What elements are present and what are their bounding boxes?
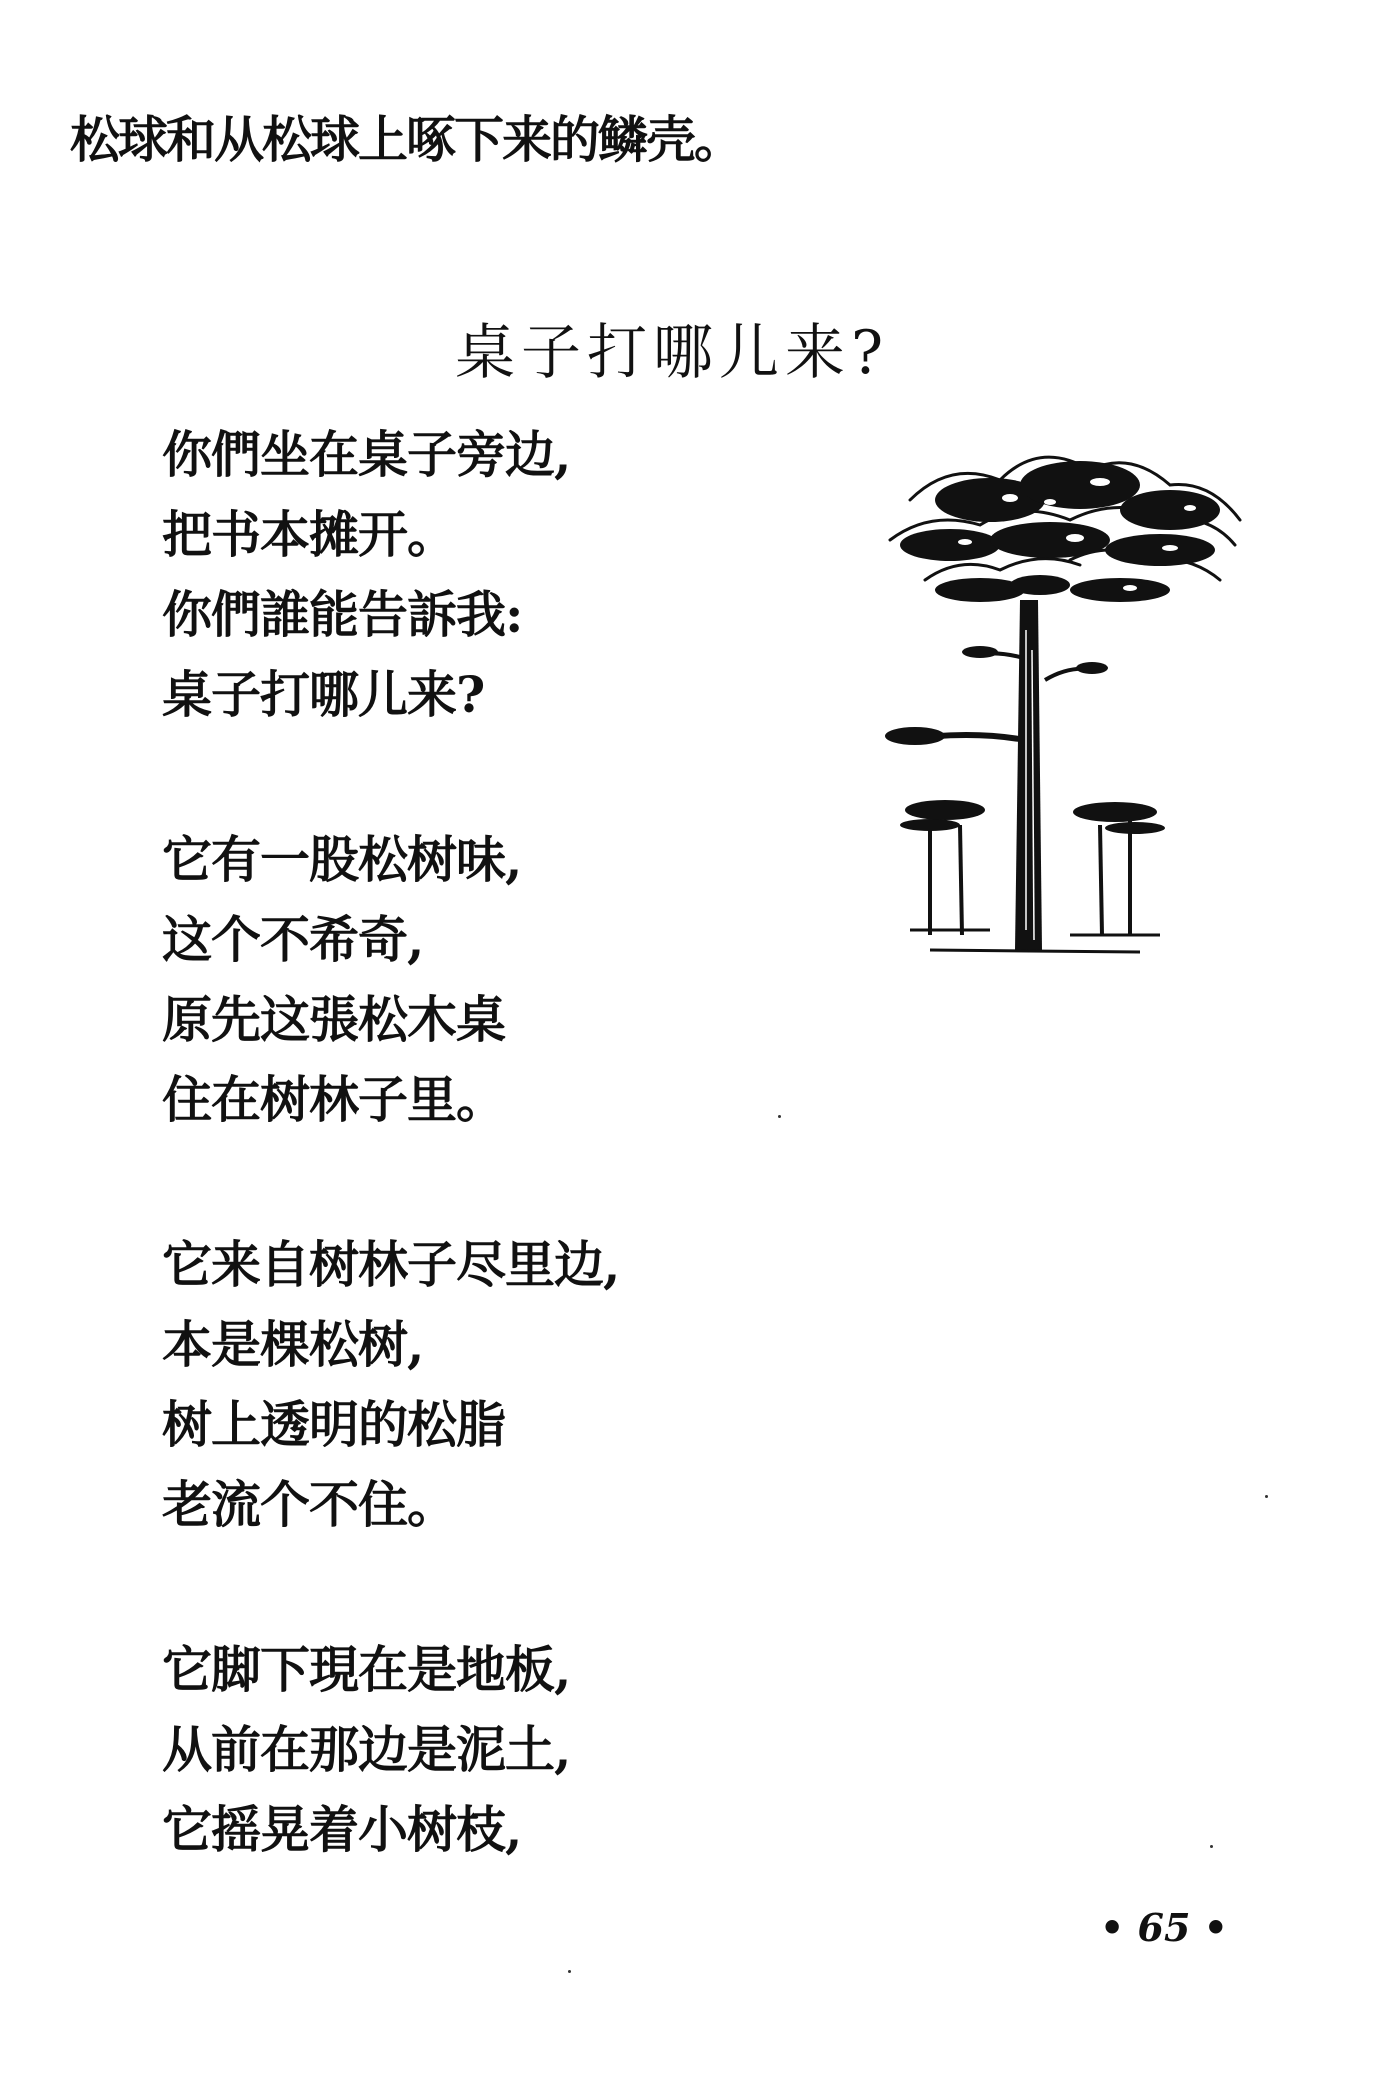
poem-line: 把书本摊开。 bbox=[162, 505, 456, 564]
poem-line: 你們誰能告訴我: bbox=[162, 585, 523, 644]
poem-line: 它有一股松树味, bbox=[162, 830, 522, 889]
scan-speck bbox=[1265, 1495, 1268, 1498]
poem-line: 本是棵松树, bbox=[162, 1315, 424, 1374]
poem-line: 桌子打哪儿来? bbox=[162, 665, 485, 724]
poem-line: 它来自树林子尽里边, bbox=[162, 1235, 620, 1294]
stanza bbox=[162, 415, 570, 735]
tree-foliage bbox=[900, 461, 1220, 602]
poem-line: 从前在那边是泥土, bbox=[162, 1720, 571, 1779]
scan-speck bbox=[568, 1970, 571, 1973]
continued-text-line: 松球和从松球上啄下来的鳞壳。 bbox=[70, 110, 742, 169]
poem-line: 树上透明的松脂 bbox=[162, 1395, 505, 1454]
poem-line: 住在树林子里。 bbox=[162, 1070, 505, 1129]
stanza bbox=[162, 1630, 570, 1870]
poem-line: 它脚下現在是地板, bbox=[162, 1640, 571, 1699]
stanza bbox=[162, 820, 521, 1140]
poem-line: 你們坐在桌子旁边, bbox=[162, 425, 571, 484]
scan-speck bbox=[778, 1115, 781, 1118]
poem-title: 桌子打哪儿来? bbox=[455, 318, 890, 388]
page-number: • 65 • bbox=[1100, 1905, 1228, 1950]
scan-speck bbox=[1210, 1845, 1213, 1848]
stanza bbox=[162, 1225, 619, 1545]
poem-line: 原先这張松木桌 bbox=[162, 990, 505, 1049]
poem-line: 老流个不住。 bbox=[162, 1475, 456, 1534]
pine-tree-icon bbox=[870, 430, 1250, 970]
tree-trunk bbox=[1015, 600, 1042, 950]
poem-line: 它摇晃着小树枝, bbox=[162, 1800, 522, 1859]
poem-line: 这个不希奇, bbox=[162, 910, 424, 969]
